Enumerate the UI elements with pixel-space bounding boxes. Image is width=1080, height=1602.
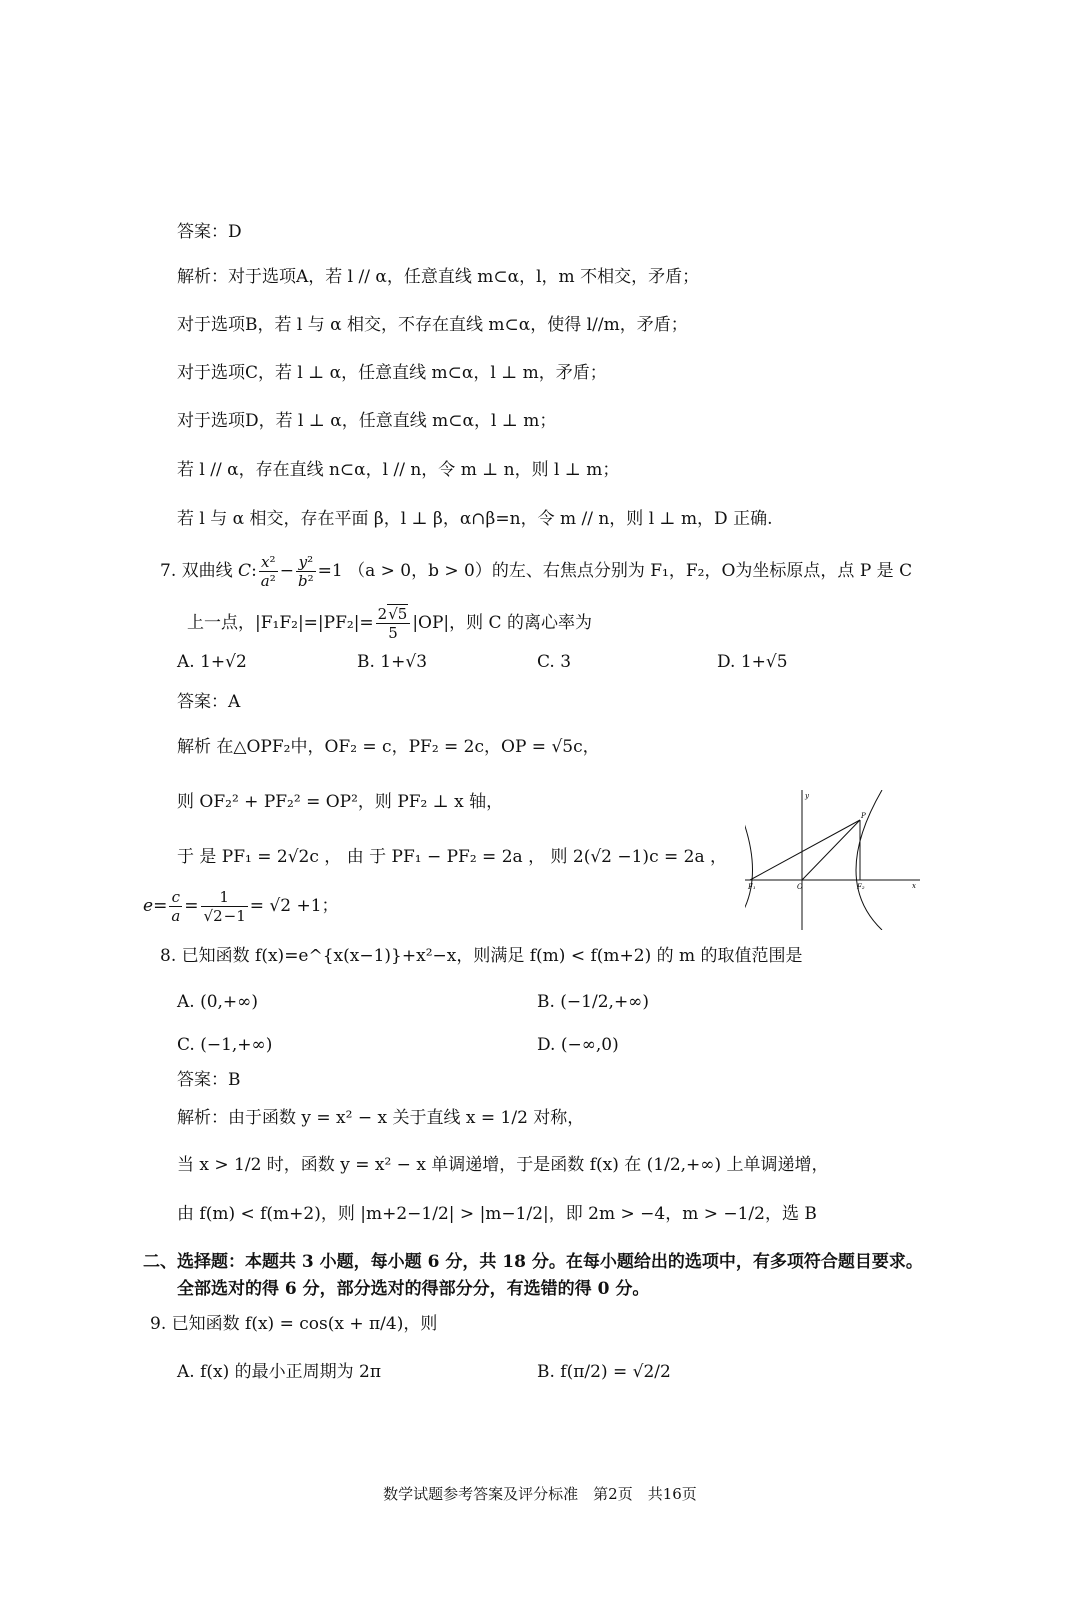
q9-stem-text: 已知函数 f(x) = cos(x + π/4)，则: [171, 1314, 438, 1334]
label-x: x: [912, 882, 916, 890]
q7-option-a: A. 1+√2: [177, 652, 247, 672]
segment-op: [802, 820, 860, 880]
label-p: P: [861, 812, 866, 820]
q7-frac-2sqrt5-5: $\frac{2√5}{5}$: [376, 605, 411, 642]
q8-analysis-1: 解析：由于函数 y = x² − x 关于直线 x = 1/2 对称，: [177, 1108, 585, 1128]
q6-answer: 答案：D: [177, 222, 242, 242]
q6-analysis-line: 若 l 与 α 相交，存在平面 β，l ⊥ β，α∩β=n，令 m // n，则 l ⊥ m，D 正确.: [177, 509, 773, 529]
label-o: O: [797, 883, 803, 891]
q7-analysis-3: 于 是 PF₁ = 2√2c ， 由 于 PF₁ − PF₂ = 2a ， 则 2(√2 −1)c = 2a ，: [177, 847, 727, 867]
segment-pf1: [750, 820, 860, 880]
q7-number: 7.: [160, 561, 177, 581]
q7-stem-line2: [187, 605, 592, 642]
q6-analysis-line: 对于选项D，若 l ⊥ α，任意直线 m⊂α，l ⊥ m；: [177, 411, 557, 431]
q9-option-b: B. f(π/2) = √2/2: [537, 1362, 671, 1382]
hyperbola-graph: [745, 790, 925, 930]
q6-analysis-line: 若 l // α，存在直线 n⊂α，l // n，令 m ⊥ n，则 l ⊥ m；: [177, 460, 620, 480]
q8-option-d: D. (−∞,0): [537, 1035, 619, 1055]
q8-option-b: B. (−1/2,+∞): [537, 992, 649, 1012]
hyperbola-left-branch: [745, 790, 753, 930]
q8-option-a: A. (0,+∞): [177, 992, 258, 1012]
q7-analysis-4: e= $\frac{c}{a}$ = $\frac{1}{√2-1}$ = √2 +1；: [143, 888, 339, 925]
q7-stem-line1: 7. 双曲线 C: $\frac{\text{x²}}{\text{a²}}$ − $\frac{\text{y²}}{\text{b²}}$ =1 （a > 0，b > 0）的左、右焦点分别为 F₁，F₂，O为坐标原点，点 P 是 C: [160, 553, 913, 590]
q7-option-d: D. 1+√5: [717, 652, 788, 672]
page-footer: 数学试题参考答案及评分标准 第2页 共16页: [383, 1485, 697, 1503]
q8-analysis-3: 由 f(m) < f(m+2)，则 |m+2−1/2| > |m−1/2|，即 2m > −4，m > −1/2，选 B: [177, 1204, 817, 1224]
q6-analysis-line: 对于选项B，若 l 与 α 相交，不存在直线 m⊂α，使得 l//m，矛盾；: [177, 315, 688, 335]
q7-option-c: C. 3: [537, 652, 572, 672]
q7-stem-a: 双曲线: [181, 561, 233, 581]
q8-stem-text: 已知函数 f(x)=e^{x(x−1)}+x²−x，则满足 f(m) < f(m+2) 的 m 的取值范围是: [181, 946, 803, 966]
label-f1: F₁: [748, 883, 756, 891]
label-y: y: [805, 792, 809, 800]
q7-frac-x2-a2: $\frac{\text{x²}}{\text{a²}}$: [260, 553, 276, 590]
q7-frac-y2-b2: $\frac{\text{y²}}{\text{b²}}$: [298, 553, 314, 590]
q7-analysis-2: 则 OF₂² + PF₂² = OP²，则 PF₂ ⊥ x 轴，: [177, 792, 504, 812]
q7-stem-b: （a > 0，b > 0）的左、右焦点分别为 F₁，F₂，O为坐标原点，点 P 是 C: [348, 561, 913, 581]
q7-stem-c: 上一点，|F₁F₂|=|PF₂|=: [187, 613, 374, 633]
section2-header-line2: 全部选对的得 6 分，部分选对的得部分分，有选错的得 0 分。: [177, 1279, 650, 1299]
label-f2: F₂: [857, 883, 865, 891]
q7-analysis-4-tail: = √2 +1；: [249, 896, 339, 916]
q8-stem: [160, 944, 803, 968]
q9-stem: [150, 1312, 437, 1336]
q7-option-b: B. 1+√3: [357, 652, 428, 672]
q8-option-c: C. (−1,+∞): [177, 1035, 273, 1055]
q7-analysis-1: 解析 在△OPF₂中，OF₂ = c，PF₂ = 2c，OP = √5c，: [177, 737, 600, 757]
q9-option-a: A. f(x) 的最小正周期为 2π: [177, 1362, 382, 1382]
section2-header-line1: 二、选择题：本题共 3 小题，每小题 6 分，共 18 分。在每小题给出的选项中，有多项符合题目要求。: [143, 1252, 923, 1272]
q6-analysis-line: 解析：对于选项A，若 l // α，任意直线 m⊂α，l，m 不相交，矛盾；: [177, 267, 700, 287]
q7-answer: 答案：A: [177, 692, 241, 712]
q8-analysis-2: 当 x > 1/2 时，函数 y = x² − x 单调递增，于是函数 f(x) 在 (1/2,+∞) 上单调递增，: [177, 1155, 829, 1175]
q9-number: 9.: [150, 1314, 167, 1334]
q7-frac-c-a: $\frac{c}{a}$: [171, 888, 181, 925]
q8-number: 8.: [160, 946, 177, 966]
q6-analysis-line: 对于选项C，若 l ⊥ α，任意直线 m⊂α，l ⊥ m，矛盾；: [177, 363, 607, 383]
q7-frac-1-sqrt2-1: $\frac{1}{√2-1}$: [201, 888, 248, 925]
q7-stem-d: |OP|，则 C 的离心率为: [412, 613, 592, 633]
q8-answer: 答案：B: [177, 1070, 241, 1090]
